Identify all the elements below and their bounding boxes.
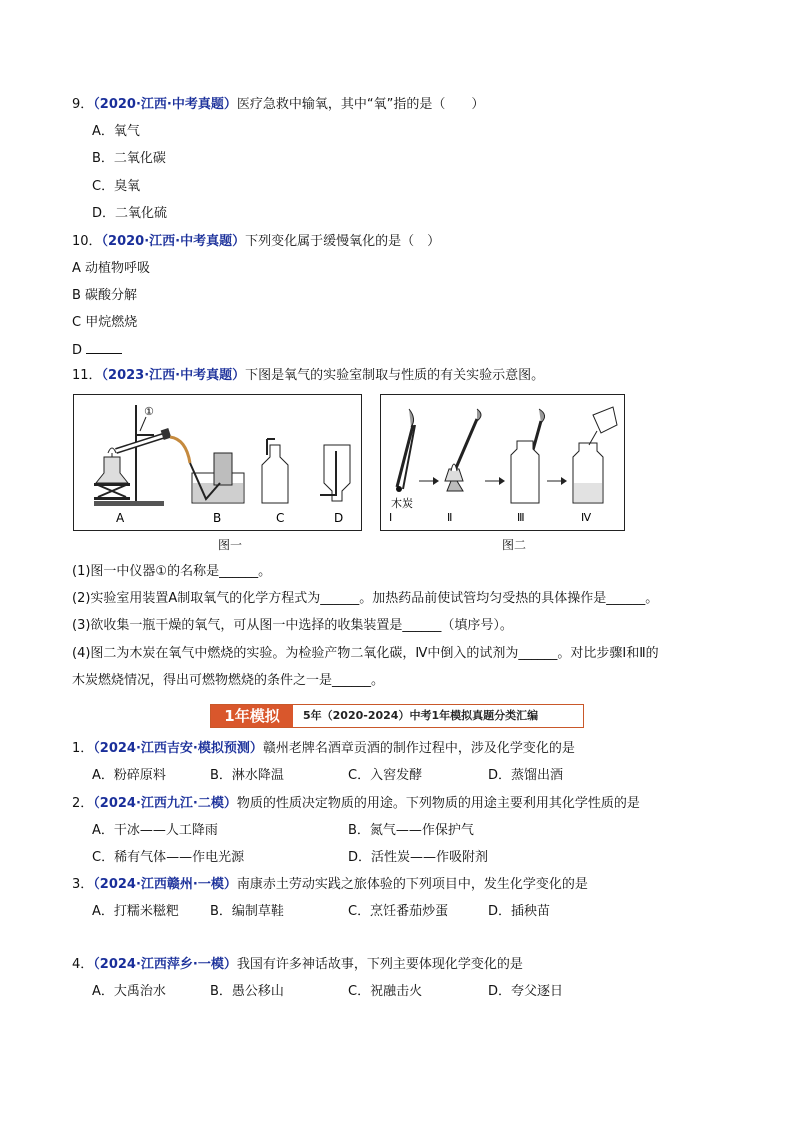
sim-q2-option-c: C．稀有气体——作电光源 (92, 850, 245, 865)
figure-label-d: D (334, 511, 344, 525)
question-source: （2024·江西九江·二模） (93, 796, 237, 811)
sim-q3-stem-line: 3．（2024·江西赣州·一模）南康赤土劳动实践之旅体验的下列项目中，发生化学变化的是 (72, 877, 588, 892)
question-number: 11． (72, 368, 102, 383)
figure-label-c: C (276, 511, 285, 525)
sim-q2-option-d: D．活性炭——作吸附剂 (348, 850, 489, 865)
figure-one-caption: 图一 (218, 538, 243, 552)
sim-q3-option-b: B．编制草鞋 (210, 904, 284, 919)
q10-option-d: D (72, 341, 122, 360)
figure-label-ii: Ⅱ (447, 511, 453, 524)
question-number: 9． (72, 97, 94, 112)
sim-q1-option-c: C．入窖发酵 (348, 768, 423, 783)
section-banner (210, 704, 584, 728)
q10-stem-line (72, 233, 440, 251)
figure-label-iv: Ⅳ (581, 511, 592, 524)
marker-circled-one: ① (144, 405, 154, 418)
q11-part-4: (4)图二为木炭在氧气中燃烧的实验。为检验产物二氧化碳，Ⅳ中倒入的试剂为______。对比步骤Ⅰ和Ⅱ的 (72, 646, 659, 661)
q9-option-d: D．二氧化硫 (92, 206, 168, 221)
answer-blank (86, 341, 122, 354)
question-stem: 下列变化属于缓慢氧化的是（ ） (245, 234, 441, 249)
q9-option-c: C．臭氧 (92, 179, 141, 194)
figure-one (73, 394, 362, 531)
sim-q4-option-d: D．夸父逐日 (488, 984, 564, 999)
sim-q4-option-b: B．愚公移山 (210, 984, 284, 999)
sim-q1-option-b: B．淋水降温 (210, 768, 284, 783)
q10-option-b: B 碳酸分解 (72, 288, 138, 303)
sim-q3-option-d: D．插秧苗 (488, 904, 551, 919)
sim-q1-stem-line: 1．（2024·江西吉安·模拟预测）赣州老牌名酒章贡酒的制作过程中，涉及化学变化的是 (72, 741, 575, 756)
q10-option-a: A 动植物呼吸 (72, 261, 151, 276)
sim-q1-option-d: D．蒸馏出酒 (488, 768, 564, 783)
sim-q4-option-a: A．大禹治水 (92, 984, 166, 999)
q11-stem-line (72, 367, 544, 385)
sim-q4-option-c: C．祝融击火 (348, 984, 423, 999)
figure-label-b: B (213, 511, 222, 525)
question-source: （2024·江西吉安·模拟预测） (93, 741, 263, 756)
q9-stem-line (72, 96, 484, 114)
sim-q2-option-b: B．氮气——作保护气 (348, 823, 474, 838)
charcoal-label: 木炭 (391, 497, 413, 510)
figure-two-caption: 图二 (502, 538, 527, 552)
question-source: （2023·江西·中考真题） (101, 368, 246, 383)
q9-option-b: B．二氧化碳 (92, 151, 166, 166)
figure-label-iii: Ⅲ (517, 511, 525, 524)
q11-part-2: (2)实验室用装置A制取氧气的化学方程式为______。加热药品前使试管均匀受热的具体操作是______。 (72, 591, 659, 606)
figure-label-i: Ⅰ (389, 511, 393, 524)
sim-q3-option-c: C．烹饪番茄炒蛋 (348, 904, 449, 919)
sim-q1-option-a: A．粉碎原料 (92, 768, 166, 783)
question-source: （2024·江西赣州·一模） (93, 877, 237, 892)
question-source: （2024·江西萍乡·一模） (93, 957, 237, 972)
figure-label-a: A (116, 511, 125, 525)
banner-text: 5年（2020-2024）中考1年模拟真题分类汇编 (303, 709, 539, 722)
sim-q4-stem-line: 4．（2024·江西萍乡·一模）我国有许多神话故事，下列主要体现化学变化的是 (72, 957, 523, 972)
sim-q3-option-a: A．打糯米糍粑 (92, 904, 179, 919)
q11-part-4-cont: 木炭燃烧情况，得出可燃物燃烧的条件之一是______。 (72, 673, 385, 688)
question-source: （2020·江西·中考真题） (93, 97, 237, 112)
q10-option-c: C 甲烷燃烧 (72, 315, 138, 330)
sim-q2-option-a: A．干冰——人工降雨 (92, 823, 218, 838)
q11-part-3: (3)欲收集一瓶干燥的氧气，可从图一中选择的收集装置是______（填序号）。 (72, 618, 513, 633)
q9-option-a: A．氧气 (92, 124, 140, 139)
question-stem: 下图是氧气的实验室制取与性质的有关实验示意图。 (245, 368, 545, 383)
q11-part-1: (1)图一中仪器①的名称是______。 (72, 564, 272, 579)
banner-tag: 1年模拟 (211, 705, 293, 727)
sim-q2-stem-line: 2．（2024·江西九江·二模）物质的性质决定物质的用途。下列物质的用途主要利用其化学性质的是 (72, 796, 640, 811)
charcoal-burning-drawing (381, 395, 624, 530)
figure-two (380, 394, 625, 531)
apparatus-drawing (74, 395, 361, 530)
question-number: 10． (72, 234, 102, 249)
question-source: （2020·江西·中考真题） (101, 234, 246, 249)
question-stem: 医疗急救中输氧，其中“氧”指的是（ ） (236, 97, 485, 112)
